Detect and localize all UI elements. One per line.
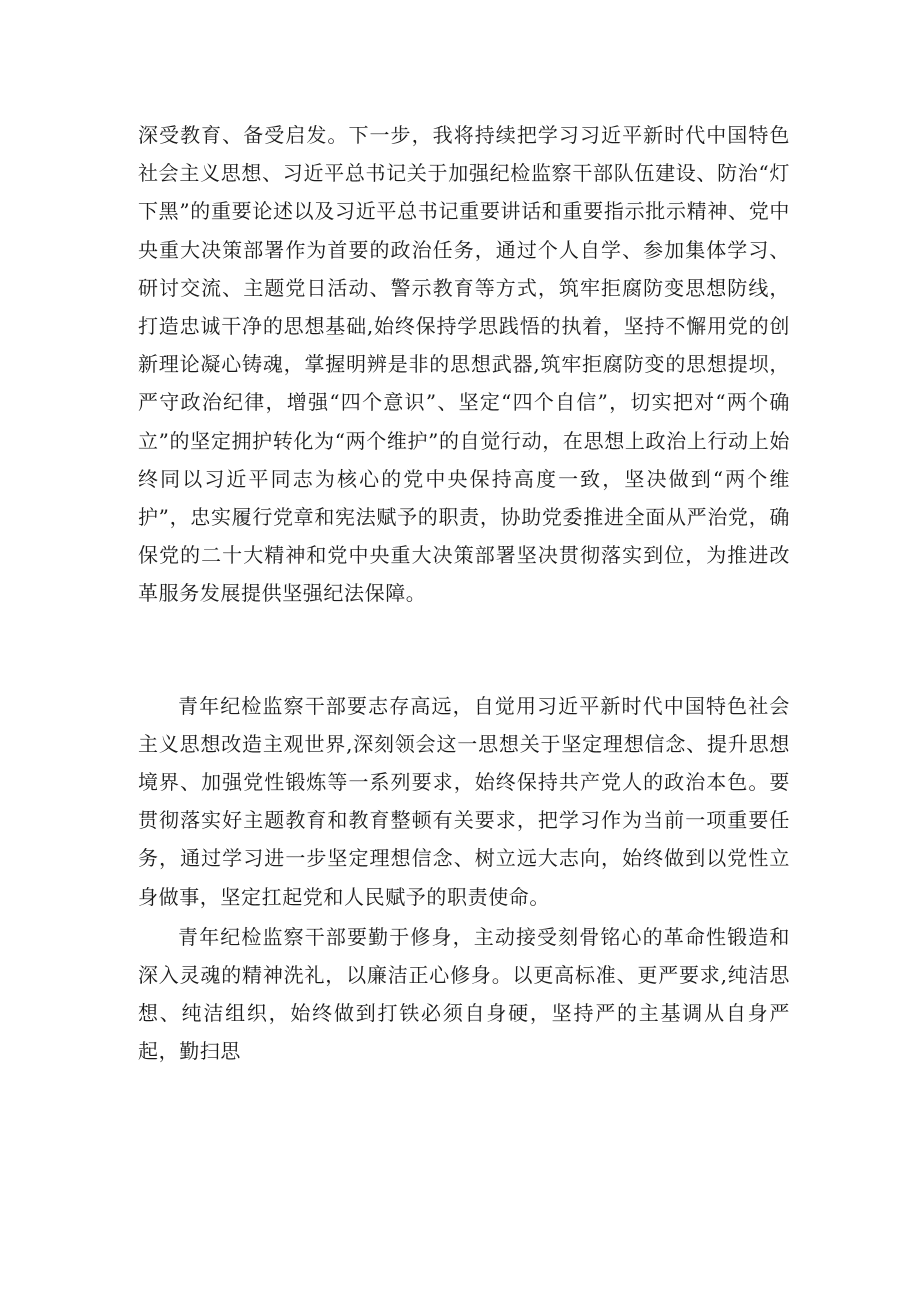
paragraph-continuation: 深受教育、备受启发。下一步，我将持续把学习习近平新时代中国特色社会主义思想、习近平总书记关于加强纪检监察干部队伍建设、防治“灯下黑”的重要论述以及习近平总书记重要讲话和重要指示批示精神、党中央重大决策部署作为首要的政治任务，通过个人自学、参加集体学习、研讨交流、主题党日活动、警示教育等方式，筑牢拒腐防变思想防线，打造忠诚干净的思想基础,始终保持学思践悟的执着，坚持不懈用党的创新理论凝心铸魂，掌握明辨是非的思想武器,筑牢拒腐防变的思想提坝，严守政治纪律，增强“四个意识”、坚定“四个自信”，切实把对“两个确立”的坚定拥护转化为“两个维护”的自觉行动，在思想上政治上行动上始终同以习近平同志为核心的党中央保持高度一致，坚决做到“两个维护”，忠实履行党章和宪法赋予的职责，协助党委推进全面从严治党，确保党的二十大精神和党中央重大决策部署坚决贯彻落实到位，为推进改革服务发展提供坚强纪法保障。 <box>138 123 790 606</box>
paragraph-aspire-high: 青年纪检监察干部要志存高远，自觉用习近平新时代中国特色社会主义思想改造主观世界,深刻领会这一思想关于坚定理想信念、提升思想境界、加强党性锻炼等一系列要求，始终保持共产党人的政治本色。要贯彻落实好主题教育和教育整顿有关要求，把学习作为当前一项重要任务，通过学习进一步坚定理想信念、树立远大志向，始终做到以党性立身做事，坚定扛起党和人民赋予的职责使命。 <box>138 693 790 909</box>
paragraph-self-cultivation: 青年纪检监察干部要勤于修身，主动接受刻骨铭心的革命性锻造和深入灵魂的精神洗礼，以廉洁正心修身。以更高标准、更严要求,纯洁思想、纯洁组织，始终做到打铁必须自身硬，坚持严的主基调从自身严起，勤扫思 <box>138 924 790 1064</box>
document-body <box>138 116 790 1071</box>
